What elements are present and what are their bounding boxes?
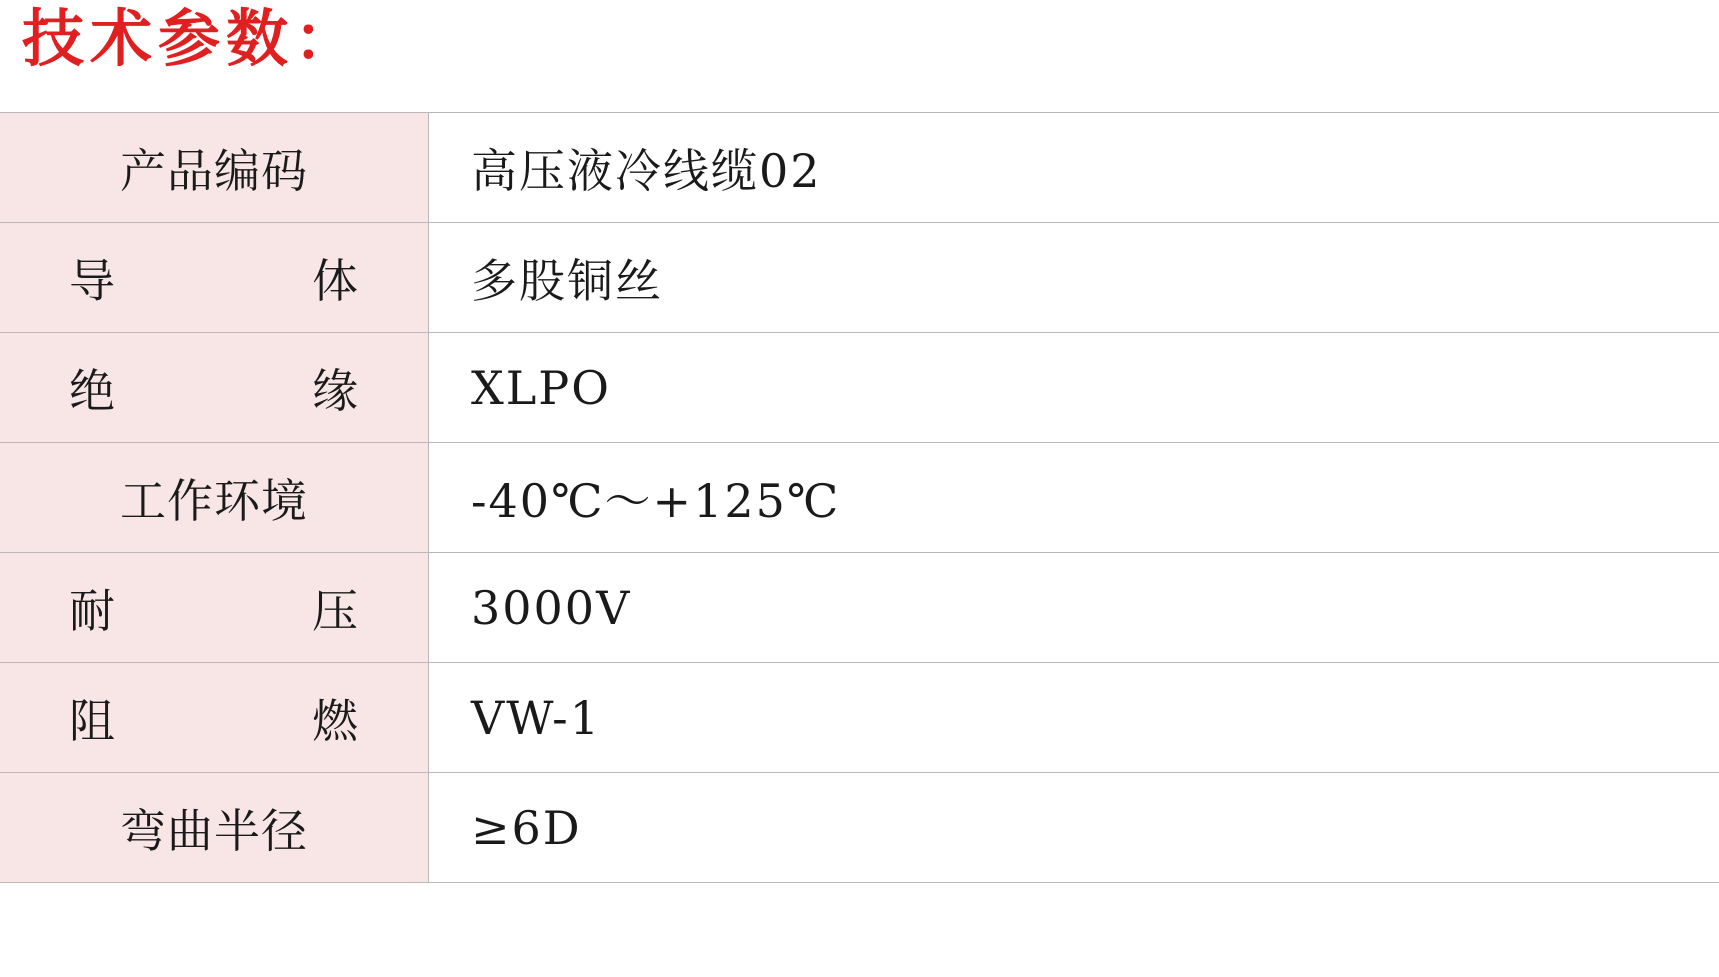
parameter-label: 导体 <box>69 253 359 308</box>
parameter-label: 耐压 <box>69 583 359 638</box>
parameter-value-cell: XLPO <box>429 333 1719 443</box>
parameter-label-cell <box>0 333 429 443</box>
parameter-label-cell <box>0 553 429 663</box>
parameter-label-cell <box>0 223 429 333</box>
parameter-label-cell <box>0 113 429 223</box>
table-body <box>0 113 1719 883</box>
parameter-value-cell: 3000V <box>429 553 1719 663</box>
table-row <box>0 113 1719 223</box>
parameter-label: 产品编码 <box>120 143 308 198</box>
parameter-value-cell: 多股铜丝 <box>429 223 1719 333</box>
table-row <box>0 223 1719 333</box>
parameter-value-cell: ≥6D <box>429 773 1719 883</box>
table-row <box>0 773 1719 883</box>
parameter-label: 绝缘 <box>69 363 359 418</box>
parameter-label: 弯曲半径 <box>120 803 308 858</box>
parameter-label: 阻燃 <box>69 693 359 748</box>
table-row <box>0 663 1719 773</box>
parameter-value-cell: -40℃～+125℃ <box>429 443 1719 553</box>
page-title: 技术参数： <box>22 2 363 75</box>
table-row <box>0 553 1719 663</box>
parameter-value-cell: 高压液冷线缆02 <box>429 113 1719 223</box>
parameter-label-cell <box>0 773 429 883</box>
parameter-label: 工作环境 <box>120 473 308 528</box>
technical-parameters-table <box>0 112 1719 883</box>
parameter-label-cell <box>0 443 429 553</box>
parameter-label-cell <box>0 663 429 773</box>
parameter-value-cell: VW-1 <box>429 663 1719 773</box>
table-row <box>0 443 1719 553</box>
table-row <box>0 333 1719 443</box>
